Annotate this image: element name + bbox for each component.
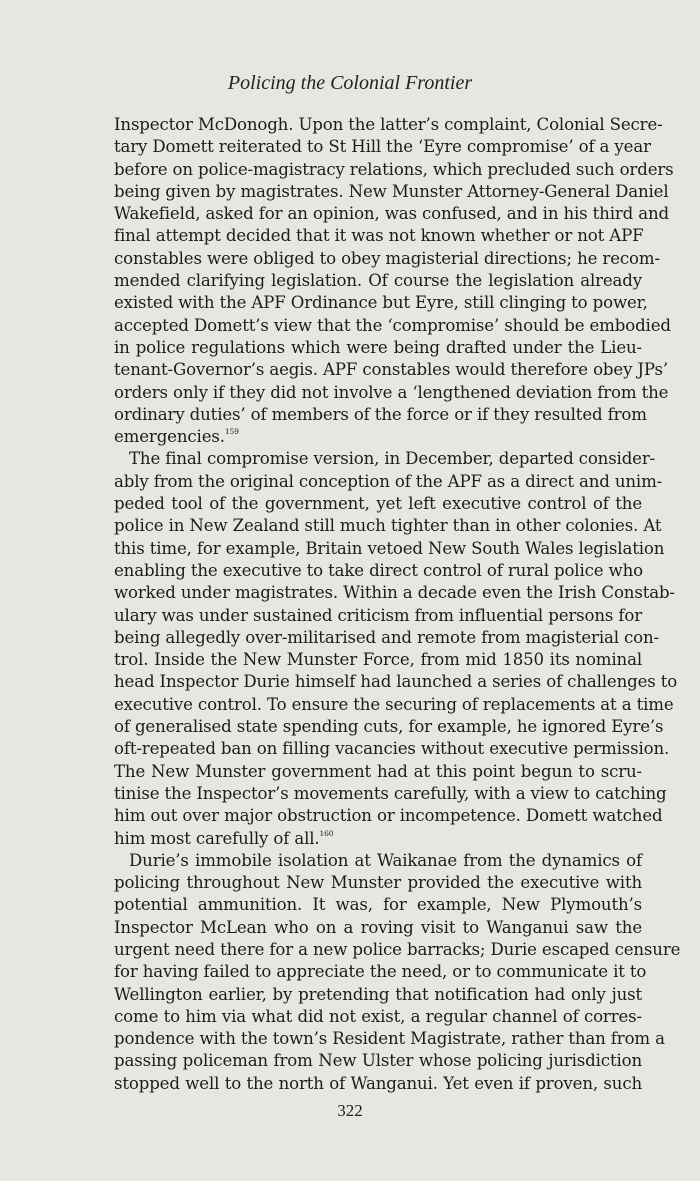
- text-line: ordinary duties’ of members of the force or if they resulted from: [114, 404, 647, 424]
- text-line: police in New Zealand still much tighter than in other colonies. At: [114, 516, 662, 536]
- text-line: enabling the executive to take direct control of rural police who: [114, 560, 643, 580]
- text-line: before on police-magistracy relations, which precluded such orders: [114, 159, 674, 179]
- text-line: tary Domett reiterated to St Hill the ‘Eyre compromise’ of a year: [114, 137, 651, 157]
- footnote-marker: 159: [224, 427, 239, 437]
- text-line: ulary was under sustained criticism from influential persons for: [114, 605, 642, 625]
- text-line: Inspector McDonogh. Upon the latter’s complaint, Colonial Secre-: [114, 115, 663, 134]
- text-line: tenant-Governor’s aegis. APF constables would therefore obey JPs’: [114, 360, 668, 380]
- running-head: Policing the Colonial Frontier: [227, 72, 473, 94]
- text-line: in police regulations which were being drafted under the Lieu-: [114, 337, 642, 357]
- text-line: tinise the Inspector’s movements carefully, with a view to catching: [114, 783, 667, 803]
- text-line: orders only if they did not involve a ‘lengthened deviation from the: [114, 382, 669, 402]
- text-line: Inspector McLean who on a roving visit to Wanganui saw the: [114, 917, 642, 937]
- text-line: worked under magistrates. Within a decade even the Irish Constab-: [114, 583, 675, 603]
- text-line: policing throughout New Munster provided the executive with: [114, 873, 642, 893]
- text-line: accepted Domett’s view that the ‘compromise’ should be embodied: [114, 315, 671, 335]
- text-line: constables were obliged to obey magisterial directions; he recom-: [114, 248, 660, 268]
- paragraph: [114, 114, 674, 448]
- text-line: Durie’s immobile isolation at Waikanae from the dynamics of: [129, 850, 642, 870]
- text-line: Wellington earlier, by pretending that notification had only just: [114, 984, 642, 1004]
- text-line: trol. Inside the New Munster Force, from mid 1850 its nominal: [114, 650, 642, 670]
- text-line: emergencies.$^{159}$: [114, 427, 239, 447]
- text-line: pondence with the town’s Resident Magistrate, rather than from a: [114, 1029, 665, 1049]
- text-line: being given by magistrates. New Munster Attorney-General Daniel: [114, 181, 669, 201]
- page-number: 322: [337, 1101, 363, 1120]
- text-line: ably from the original conception of the APF as a direct and unim-: [114, 471, 663, 491]
- text-line: head Inspector Durie himself had launched a series of challenges to: [114, 672, 678, 692]
- text-line: oft-repeated ban on filling vacancies without executive permission.: [114, 739, 670, 759]
- paragraph: [114, 448, 678, 849]
- text-line: stopped well to the north of Wanganui. Yet even if proven, such: [114, 1073, 642, 1093]
- text-line: him most carefully of all.$^{160}$: [114, 828, 334, 848]
- body-text: [114, 114, 681, 1095]
- text-line: mended clarifying legislation. Of course the legislation already: [114, 271, 642, 291]
- text-line: urgent need there for a new police barracks; Durie escaped censure: [114, 939, 681, 959]
- text-line: this time, for example, Britain vetoed New South Wales legislation: [114, 538, 665, 558]
- text-line: of generalised state spending cuts, for example, he ignored Eyre’s: [114, 717, 664, 737]
- text-line: The New Munster government had at this point begun to scru-: [114, 761, 642, 781]
- footnote-marker: 160: [319, 828, 334, 838]
- text-line: Wakefield, asked for an opinion, was confused, and in his third and: [114, 204, 670, 224]
- text-line: being allegedly over-militarised and remote from magisterial con-: [114, 627, 659, 647]
- text-line: come to him via what did not exist, a regular channel of corres-: [114, 1006, 642, 1026]
- text-line: passing policeman from New Ulster whose policing jurisdiction: [114, 1051, 642, 1071]
- text-line: for having failed to appreciate the need, or to communicate it to: [114, 962, 647, 982]
- text-line: executive control. To ensure the securing of replacements at a time: [114, 694, 674, 714]
- text-line: The final compromise version, in December, departed consider-: [129, 449, 656, 469]
- text-line: potential ammunition. It was, for example, New Plymouth’s: [114, 895, 642, 915]
- text-line: existed with the APF Ordinance but Eyre, still clinging to power,: [114, 293, 648, 313]
- paragraph: [114, 850, 681, 1095]
- text-line: him out over major obstruction or incompetence. Domett watched: [114, 806, 663, 826]
- text-line: final attempt decided that it was not known whether or not APF: [114, 226, 644, 246]
- text-line: peded tool of the government, yet left executive control of the: [114, 494, 642, 514]
